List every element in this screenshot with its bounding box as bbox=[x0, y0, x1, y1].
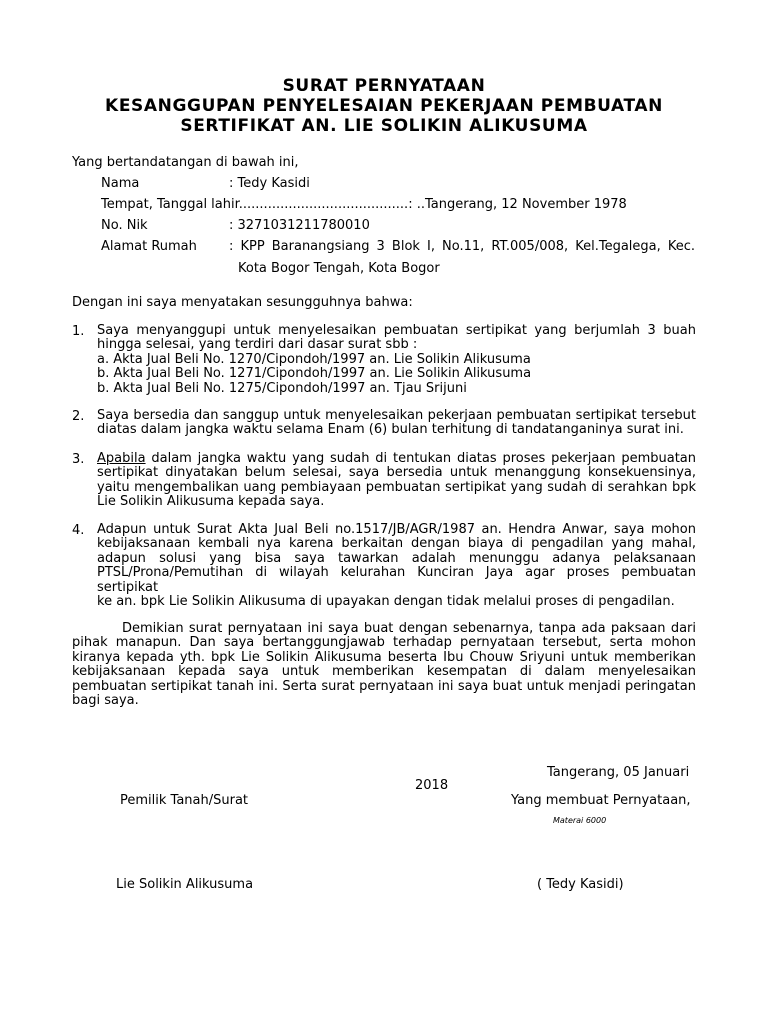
closing-line-4: kebijaksanaan kepada saya untuk memberikan kesempatan di dalam menyelesaikan bbox=[72, 664, 696, 680]
ttl-label: Tempat, Tanggal lahir bbox=[101, 197, 239, 212]
alamat-line-2: Kota Bogor Tengah, Kota Bogor bbox=[238, 261, 440, 276]
closing-line-5: pembuatan sertipikat tanah ini. Serta surat pernyataan ini saya buat untuk menjadi peringatan bbox=[72, 678, 696, 694]
closing-line-2: pihak manapun. Dan saya bertanggungjawab terhadap pernyataan tersebut, serta mohon bbox=[72, 635, 696, 651]
item-3-line-4: Lie Solikin Alikusuma kepada saya. bbox=[97, 494, 325, 510]
item-2-number: 2. bbox=[72, 409, 85, 424]
item-3-number: 3. bbox=[72, 452, 85, 467]
ttl-dots: .........................................: .. bbox=[238, 197, 425, 212]
item-3-line-1-rest: dalam jangka waktu yang sudah di tentukan diatas proses pekerjaan pembuatan bbox=[145, 451, 696, 466]
item-1-line-3: a. Akta Jual Beli No. 1270/Cipondoh/1997 an. Lie Solikin Alikusuma bbox=[97, 351, 531, 367]
nama-value: : Tedy Kasidi bbox=[229, 176, 310, 191]
ttl-field bbox=[101, 197, 627, 212]
item-4-line-5: ke an. bpk Lie Solikin Alikusuma di upayakan dengan tidak melalui proses di pengadilan. bbox=[97, 594, 675, 610]
right-signatory-name: ( Tedy Kasidi) bbox=[537, 877, 624, 892]
left-role: Pemilik Tanah/Surat bbox=[120, 793, 249, 808]
year: 2018 bbox=[415, 778, 449, 793]
item-3-line-3: yaitu mengembalikan uang pembiayaan pembuatan sertipikat yang sudah di serahkan bpk bbox=[97, 479, 696, 495]
item-3-line-2: sertipikat dinyatakan belum selesai, saya bersedia untuk menanggung konsekuensinya, bbox=[97, 465, 696, 481]
item-4-text bbox=[97, 523, 696, 609]
item-1-line-1: Saya menyanggupi untuk menyelesaikan pembuatan sertipikat yang berjumlah 3 buah bbox=[97, 323, 696, 338]
closing-line-1: Demikian surat pernyataan ini saya buat dengan sebenarnya, tanpa ada paksaan dari bbox=[122, 621, 696, 636]
item-3-first-word: Apabila bbox=[97, 451, 146, 466]
item-2-text bbox=[97, 409, 696, 438]
statement-intro: Dengan ini saya menyatakan sesungguhnya bahwa: bbox=[72, 295, 413, 310]
title-line-1: SURAT PERNYATAAN bbox=[282, 76, 486, 96]
nama-label: Nama bbox=[101, 176, 140, 191]
closing-paragraph bbox=[72, 622, 696, 708]
item-3-text bbox=[97, 452, 696, 510]
intro-text: Yang bertandatangan di bawah ini, bbox=[72, 155, 299, 170]
title-line-3: SERTIFIKAT AN. LIE SOLIKIN ALIKUSUMA bbox=[180, 116, 588, 136]
materai-label: Materai 6000 bbox=[553, 816, 607, 825]
item-4-line-3: adapun solusi yang bisa saya tawarkan adalah menunggu adanya pelaksanaan bbox=[97, 550, 696, 566]
item-1-number: 1. bbox=[72, 324, 85, 339]
item-3-line-1 bbox=[97, 452, 696, 466]
left-signatory-name: Lie Solikin Alikusuma bbox=[116, 877, 254, 892]
item-1-text bbox=[97, 324, 696, 396]
place-date: Tangerang, 05 Januari bbox=[547, 765, 690, 780]
item-2-line-2: diatas dalam jangka waktu selama Enam (6) bulan terhitung di tandatanganinya surat ini. bbox=[97, 422, 684, 438]
closing-line-6: bagi saya. bbox=[72, 693, 139, 709]
item-1-line-5: b. Akta Jual Beli No. 1275/Cipondoh/1997 an. Tjau Srijuni bbox=[97, 380, 467, 396]
nik-label: No. Nik bbox=[101, 218, 148, 233]
alamat-value bbox=[229, 239, 695, 254]
item-4-line-4: PTSL/Prona/Pemutihan di wilayah kelurahan Kunciran Jaya agar proses pembuatan sertipikat bbox=[97, 565, 696, 595]
ttl-value: Tangerang, 12 November 1978 bbox=[424, 197, 627, 212]
title-line-2: KESANGGUPAN PENYELESAIAN PEKERJAAN PEMBUATAN bbox=[105, 96, 663, 116]
alamat-label: Alamat Rumah bbox=[101, 239, 197, 254]
item-4-line-1: Adapun untuk Surat Akta Jual Beli no.1517/JB/AGR/1987 an. Hendra Anwar, saya mohon bbox=[97, 522, 696, 537]
right-role: Yang membuat Pernyataan, bbox=[511, 793, 691, 808]
nik-value: : 3271031211780010 bbox=[229, 218, 370, 233]
item-1-line-2: hingga selesai, yang terdiri dari dasar surat sbb : bbox=[97, 337, 418, 353]
closing-line-3: kiranya kepada yth. bpk Lie Solikin Alikusuma beserta Ibu Chouw Sriyuni untuk memberikan bbox=[72, 649, 696, 665]
item-4-number: 4. bbox=[72, 523, 85, 538]
item-1-line-4: b. Akta Jual Beli No. 1271/Cipondoh/1997 an. Lie Solikin Alikusuma bbox=[97, 366, 532, 382]
item-4-line-2: kebijaksanaan kembali nya karena berkaitan dengan biaya di pengadilan yang mahal, bbox=[97, 536, 696, 552]
alamat-line-1: : KPP Baranangsiang 3 Blok I, No.11, RT.005/008, Kel.Tegalega, Kec. bbox=[229, 239, 695, 254]
item-2-line-1: Saya bersedia dan sanggup untuk menyelesaikan pekerjaan pembuatan sertipikat tersebut bbox=[97, 408, 696, 423]
